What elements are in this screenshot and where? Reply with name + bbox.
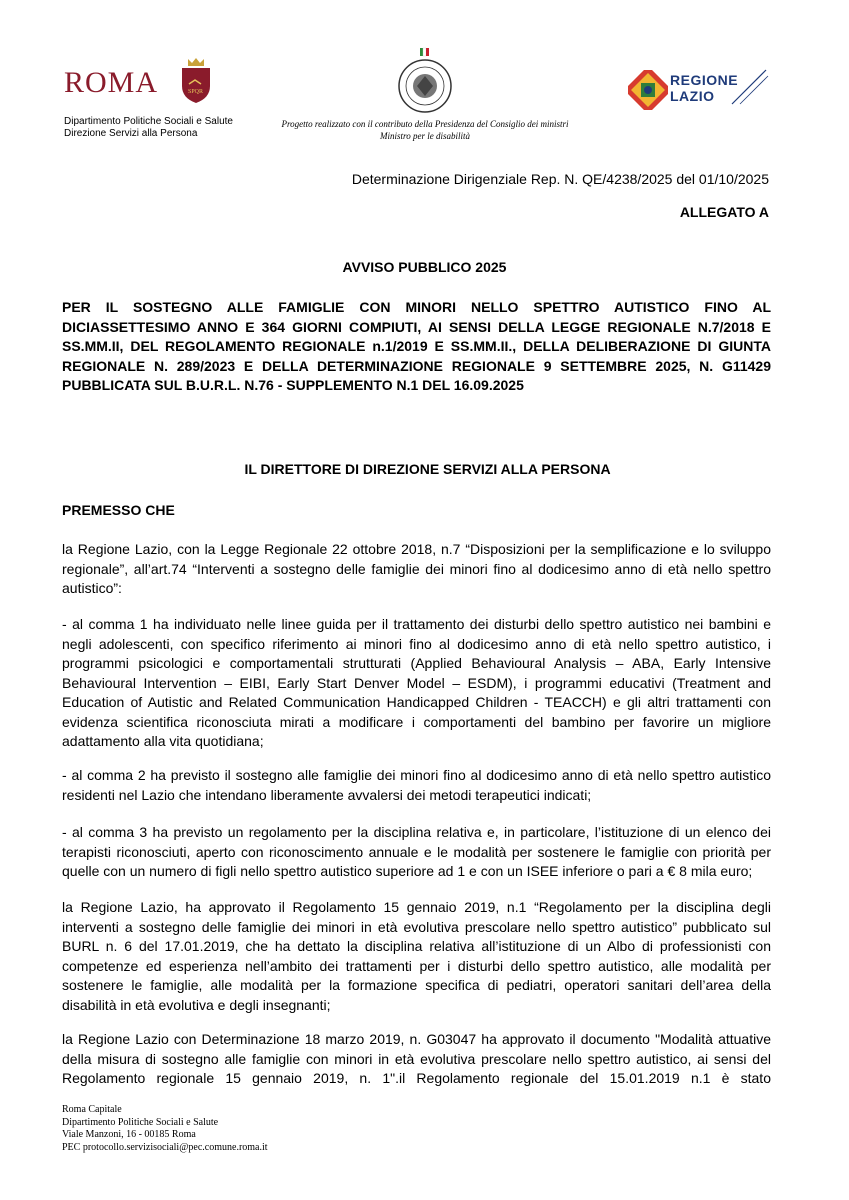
document-title: AVVISO PUBBLICO 2025 xyxy=(342,259,507,275)
document-subject: PER IL SOSTEGNO ALLE FAMIGLIE CON MINORI NELLO SPETTRO AUTISTICO FINO AL DICIASSETTESIMO ANNO E 364 GIORNI COMPIUTI, AI SENSI DELLA LEGGE REGIONALE N.7/2018 E SS.MM.II, DEL REGOLAMENTO REGIONALE n.1/2019 E SS.MM.II., DELLA DELIBERAZIONE DI GIUNTA REGIONALE N. 289/2023 E DELLA DETERMINAZIONE REGIONALE 9 SETTEMBRE 2025, N. G11429 PUBBLICATA SUL B.U.R.L. N.76 - SUPPLEMENTO N.1 DEL 16.09.2025 xyxy=(62,299,771,393)
project-note-line: Ministro per le disabilità xyxy=(380,131,470,141)
body-paragraph: la Regione Lazio, con la Legge Regionale 22 ottobre 2018, n.7 “Disposizioni per la semplificazione e lo sviluppo regionale”, all’art.74 “Interventi a sostegno delle famiglie dei minori fino al dodicesimo anno di età nello spettro autistico”: xyxy=(62,541,771,596)
annex-label: ALLEGATO A xyxy=(679,204,769,220)
page-footer xyxy=(62,1104,268,1154)
director-heading: IL DIRETTORE DI DIREZIONE SERVIZI ALLA PERSONA xyxy=(244,461,611,477)
roma-logo-text: ROMA xyxy=(64,66,159,99)
roma-capitale-logo xyxy=(64,56,224,106)
footer-line: Roma Capitale xyxy=(62,1104,122,1115)
svg-text:SPQR: SPQR xyxy=(188,89,204,95)
roma-department xyxy=(64,116,233,140)
footer-pec: PEC protocollo.servizisociali@pec.comune.roma.it xyxy=(62,1141,268,1153)
regione-lazio-emblem-icon xyxy=(628,70,668,110)
lazio-wordmark-line: REGIONE xyxy=(670,72,739,88)
presidency-seal-icon xyxy=(389,46,461,114)
determination-reference: Determinazione Dirigenziale Rep. N. QE/4238/2025 del 01/10/2025 xyxy=(351,171,769,187)
lazio-wordmark-line: LAZIO xyxy=(670,88,715,104)
project-note-line: Progetto realizzato con il contributo della Presidenza del Consiglio dei ministri xyxy=(281,119,569,129)
regione-lazio-wordmark xyxy=(670,72,738,104)
project-note xyxy=(250,118,600,142)
roma-dept-line: Dipartimento Politiche Sociali e Salute xyxy=(64,116,233,127)
roma-shield-icon xyxy=(179,56,213,104)
body-paragraph: la Regione Lazio con Determinazione 18 marzo 2019, n. G03047 ha approvato il documento "Modalità attuative della misura di sostegno alle famiglie con minori in età evolutiva prescolare nello spettro autistico, ai sensi del Regolamento regionale 15 gennaio 2019, n. 1".il Regolamento regionale del 15.01.2019 n.1 è stato xyxy=(62,1031,771,1086)
footer-line: Viale Manzoni, 16 - 00185 Roma xyxy=(62,1129,196,1140)
roma-dept-line: Direzione Servizi alla Persona xyxy=(64,128,198,139)
premesso-heading: PREMESSO CHE xyxy=(62,502,175,518)
body-paragraph: la Regione Lazio, ha approvato il Regolamento 15 gennaio 2019, n.1 “Regolamento per la disciplina degli interventi a sostegno delle famiglie dei minori in età evolutiva prescolare nello spettro autistico” pubblicato sul BURL n. 6 del 17.01.2019, che ha dettato la disciplina relativa all’istituzione di un Albo di professionisti con competenze ed esperienza nell’ambito dei trattamenti per i disturbi dello spettro autistico, alle modalità per sostenere le famiglie, alle modalità per la formazione specifica di pediatri, operatori sanitari dell’area della disabilità in età evolutiva e degli insegnanti; xyxy=(62,899,771,1013)
footer-line: Dipartimento Politiche Sociali e Salute xyxy=(62,1116,219,1128)
body-paragraph: - al comma 2 ha previsto il sostegno alle famiglie dei minori fino al dodicesimo anno di età nello spettro autistico residenti nel Lazio che intendano liberamente avvalersi dei metodi terapeutici indicati; xyxy=(62,767,771,803)
body-paragraph: - al comma 3 ha previsto un regolamento per la disciplina relativa e, in particolare, l’istituzione di un elenco dei terapisti riconosciuti, aperto con riconoscimento annuale e le modalità per sostenere le famiglie con priorità per quelle con un numero di figli nello spettro autistico superiore ad 1 e con un ISEE inferiore o pari a € 8 mila euro; xyxy=(62,824,771,879)
body-paragraph: - al comma 1 ha individuato nelle linee guida per il trattamento dei disturbi dello spettro autistico nei bambini e negli adolescenti, con specifico riferimento ai minori fino al dodicesimo anno di età nello spettro autistico, i programmi psicologici e comportamentali strutturati (Applied Behavioural Analysis – ABA, Early Intensive Behavioural Intervention – EIBI, Early Start Denver Model – ESDM), i programmi educativi (Treatment and Education of Autistic and Related Communication Handicapped Children - TEACCH) e gli altri trattamenti con evidenza scientifica riconosciuta mirati a modificare i comportamenti del bambino per favorire un migliore adattamento alla vita quotidiana; xyxy=(62,616,771,749)
